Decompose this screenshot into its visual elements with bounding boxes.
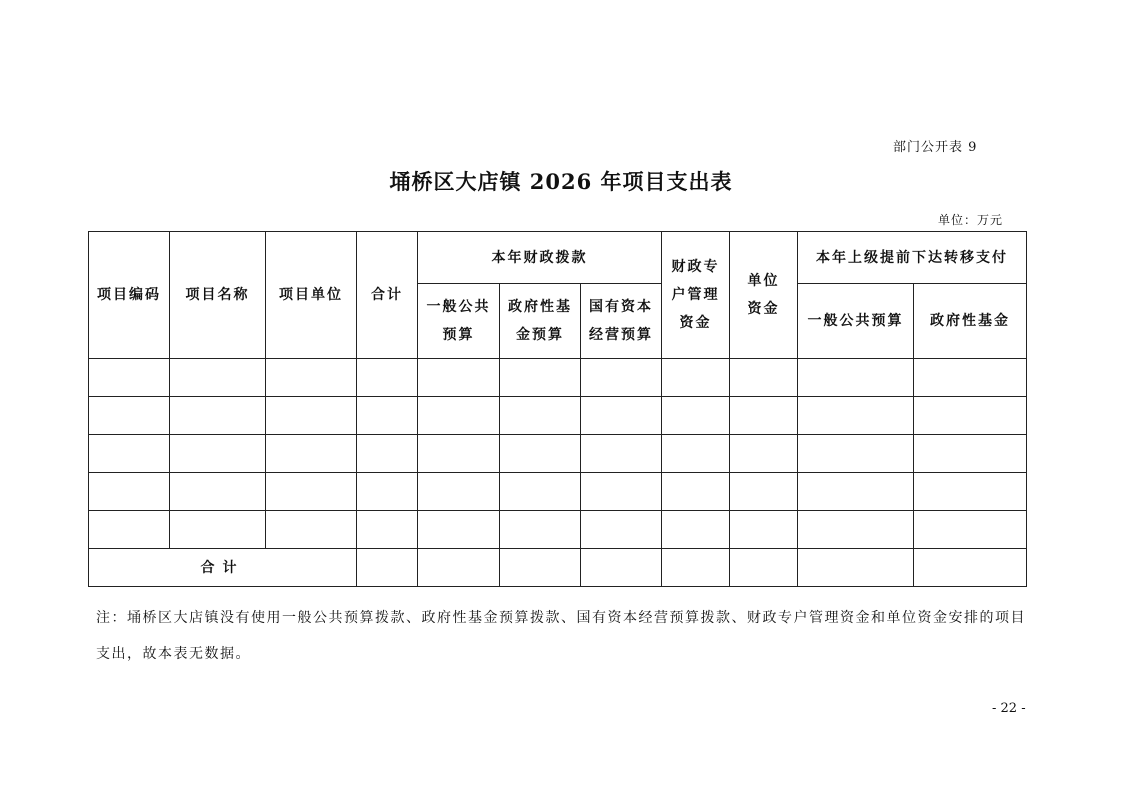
header-general-public-budget: 一般公共预算 [418,284,500,359]
table-row [89,397,1027,435]
table-row [89,511,1027,549]
total-row-label: 合计 [89,549,357,587]
header-state-capital-budget: 国有资本经营预算 [581,284,662,359]
header-fiscal-appropriation: 本年财政拨款 [418,232,662,284]
table-row [89,473,1027,511]
page-number: - 22 - [992,701,1026,716]
project-expenditure-table [88,231,1027,587]
header-total: 合计 [357,232,418,359]
header-project-code: 项目编码 [89,232,170,359]
form-number: 部门公开表 9 [893,140,978,155]
header-government-fund-budget: 政府性基金预算 [500,284,581,359]
header-project-unit: 项目单位 [266,232,357,359]
total-row [89,549,1027,587]
table-row [89,359,1027,397]
header-project-name: 项目名称 [170,232,266,359]
page-title: 埇桥区大店镇 2026 年项目支出表 [389,169,733,194]
header-unit-funds: 单位资金 [730,232,798,359]
table-row [89,435,1027,473]
unit-label: 单位：万元 [938,213,1004,227]
header-transfer-government-fund: 政府性基金 [914,284,1027,359]
header-special-account-funds: 财政专户管理资金 [662,232,730,359]
header-transfer-general-budget: 一般公共预算 [798,284,914,359]
table-note: 注：埇桥区大店镇没有使用一般公共预算拨款、政府性基金预算拨款、国有资本经营预算拨款、财政专户管理资金和单位资金安排的项目支出，故本表无数据。 [96,610,1026,662]
header-transfer-payment: 本年上级提前下达转移支付 [798,232,1027,284]
